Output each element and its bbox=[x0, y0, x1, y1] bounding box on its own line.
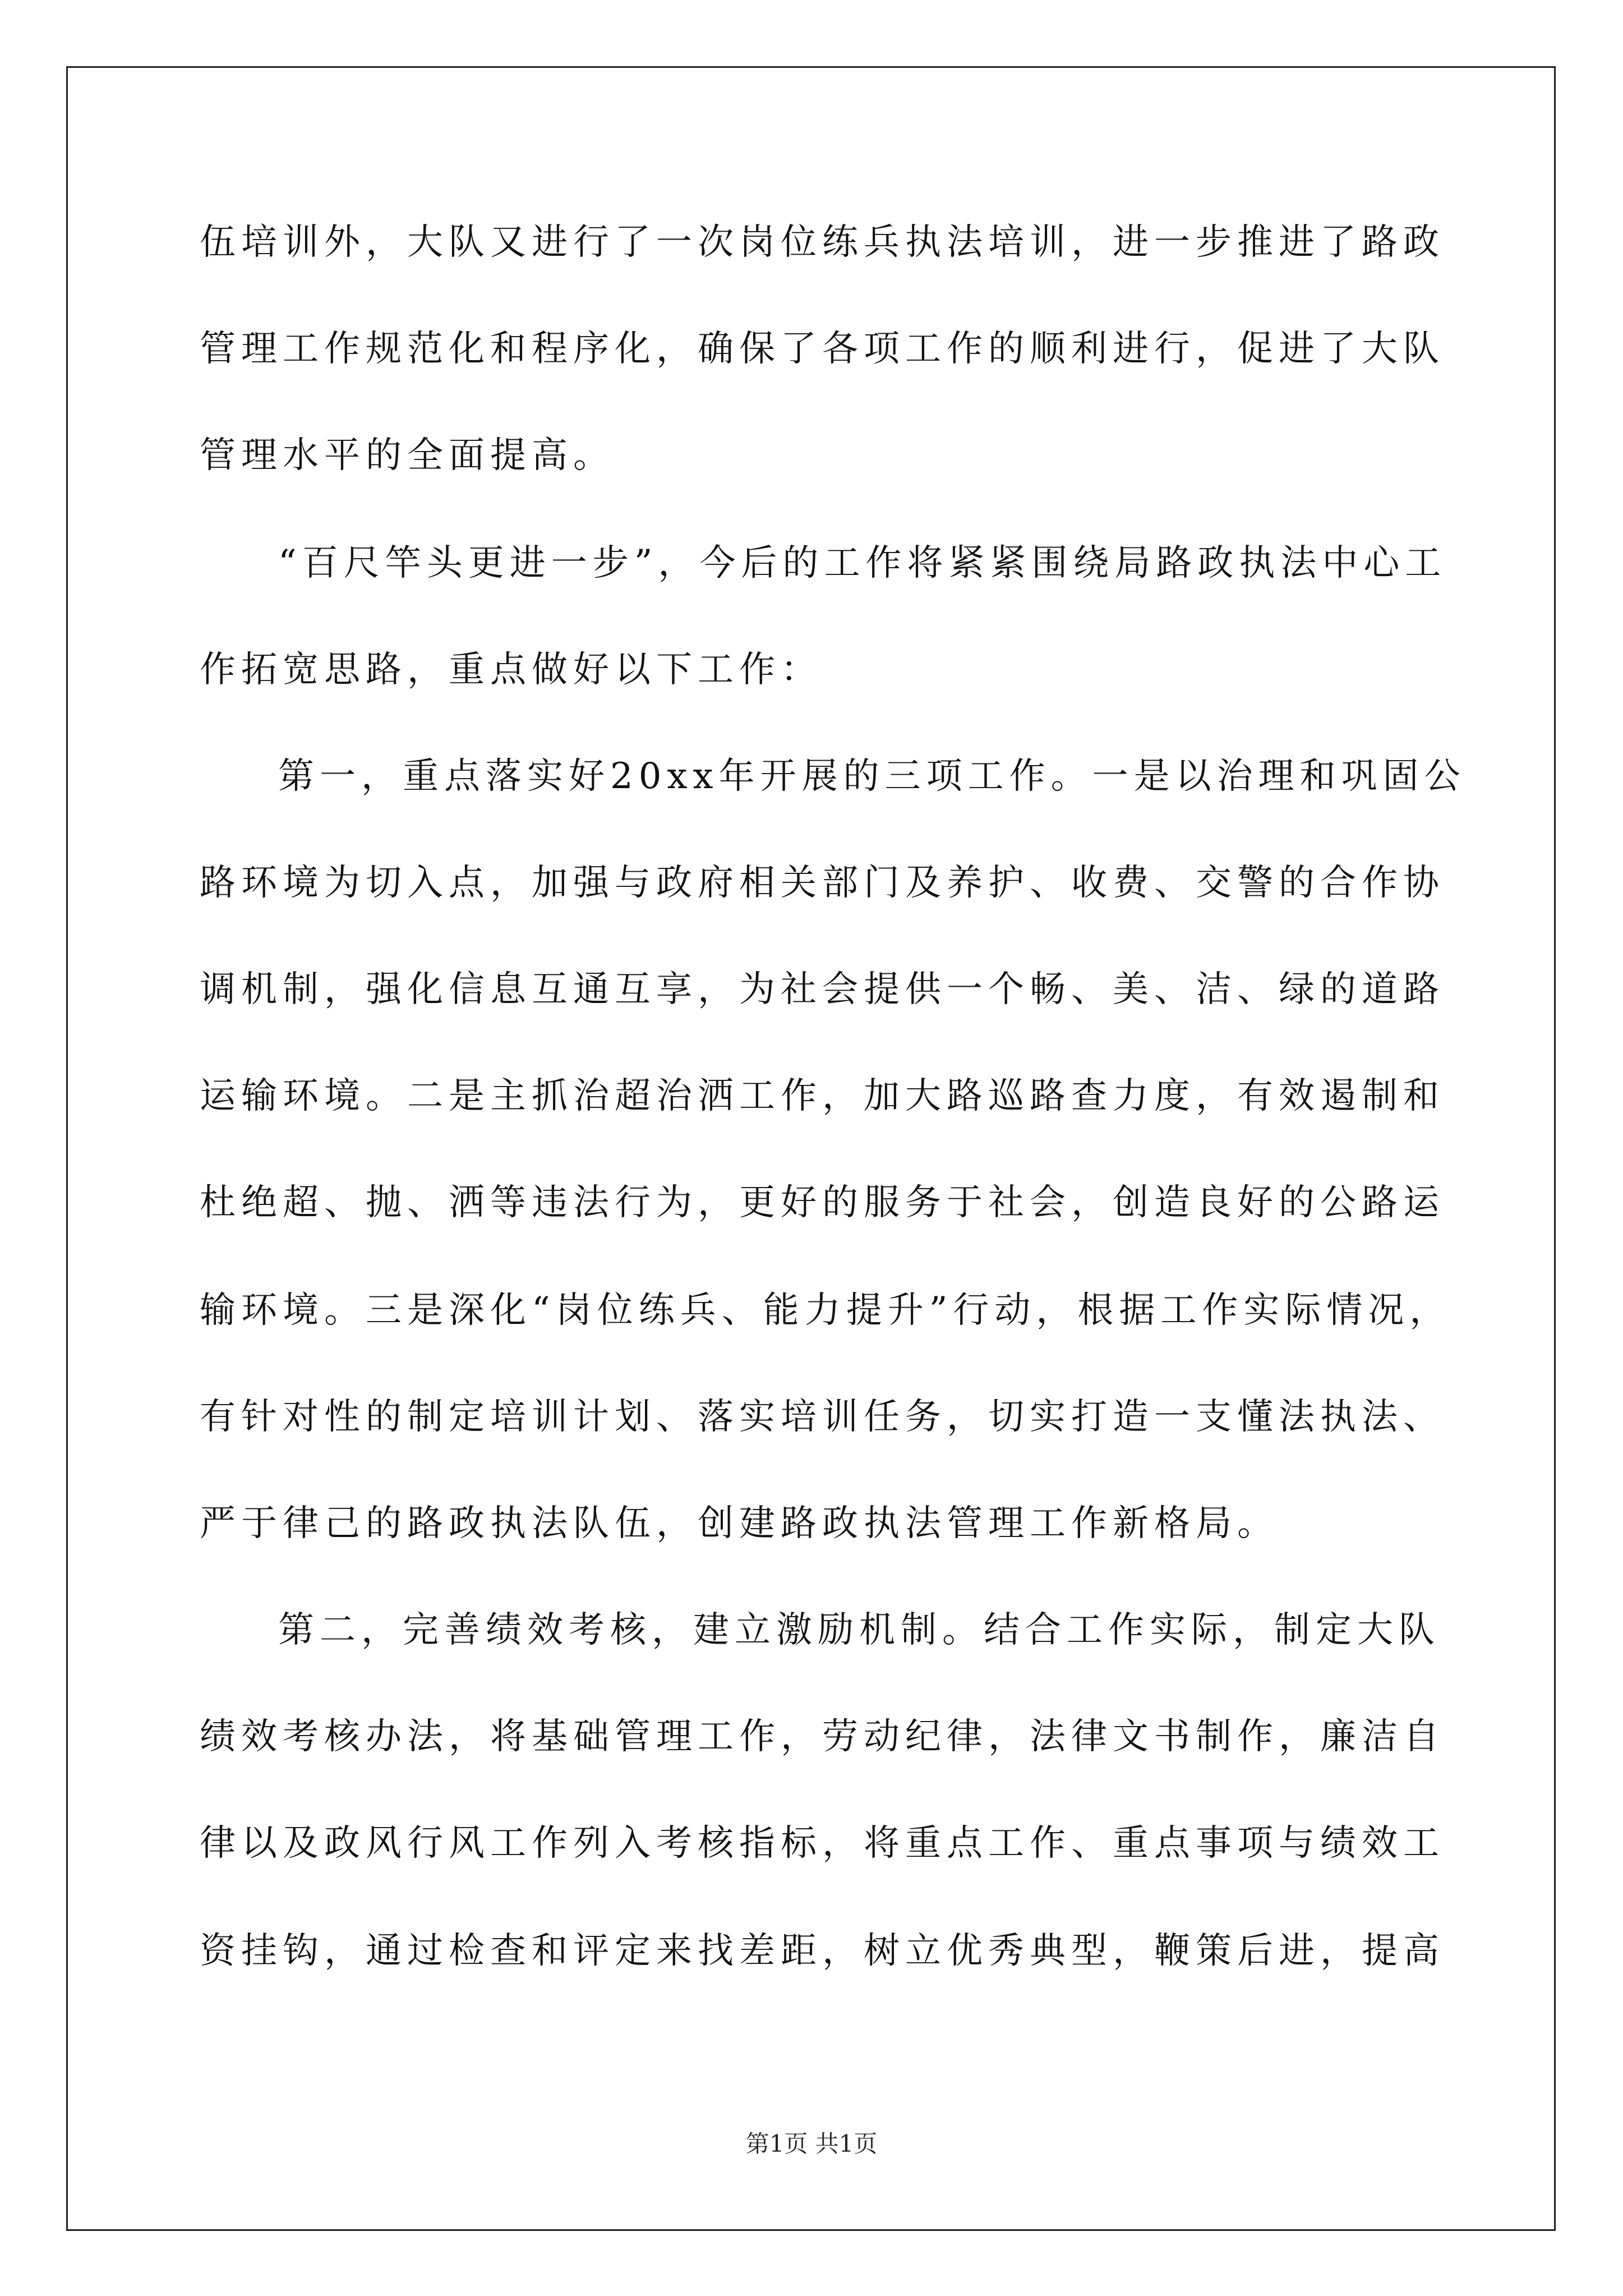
text-line: 绩效考核办法，将基础管理工作，劳动纪律，法律文书制作，廉洁自 bbox=[200, 1716, 1445, 1757]
text-line: 律以及政风行风工作列入考核指标，将重点工作、重点事项与绩效工 bbox=[200, 1823, 1445, 1864]
text-line: 第一，重点落实好20xx年开展的三项工作。一是以治理和巩固公 bbox=[278, 756, 1466, 797]
text-line: 路环境为切入点，加强与政府相关部门及养护、收费、交警的合作协 bbox=[200, 862, 1445, 904]
text-line: 输环境。三是深化“岗位练兵、能力提升”行动，根据工作实际情况， bbox=[200, 1290, 1451, 1331]
text-line: 有针对性的制定培训计划、落实培训任务，切实打造一支懂法执法、 bbox=[200, 1396, 1445, 1438]
text-line: 作拓宽思路，重点做好以下工作： bbox=[200, 649, 822, 691]
page-number-footer: 第1页 共1页 bbox=[745, 2130, 878, 2157]
text-line: 调机制，强化信息互通互享，为社会提供一个畅、美、洁、绿的道路 bbox=[200, 969, 1445, 1010]
text-line: 管理工作规范化和程序化，确保了各项工作的顺利进行，促进了大队 bbox=[200, 328, 1445, 370]
text-line: 伍培训外，大队又进行了一次岗位练兵执法培训，进一步推进了路政 bbox=[200, 222, 1445, 263]
text-line: 第二，完善绩效考核，建立激励机制。结合工作实际，制定大队 bbox=[278, 1609, 1440, 1651]
text-line: 杜绝超、抛、洒等违法行为，更好的服务于社会，创造良好的公路运 bbox=[200, 1182, 1445, 1223]
text-line: 严于律己的路政执法队伍，创建路政执法管理工作新格局。 bbox=[200, 1503, 1279, 1544]
text-line: 运输环境。二是主抓治超治洒工作，加大路巡路查力度，有效遏制和 bbox=[200, 1075, 1445, 1117]
text-line: 资挂钩，通过检查和评定来找差距，树立优秀典型，鞭策后进，提高 bbox=[200, 1930, 1445, 1972]
page-border bbox=[66, 66, 1556, 2231]
text-line: “百尺竿头更进一步”，今后的工作将紧紧围绕局路政执法中心工 bbox=[278, 542, 1447, 584]
text-line: 管理水平的全面提高。 bbox=[200, 435, 615, 476]
